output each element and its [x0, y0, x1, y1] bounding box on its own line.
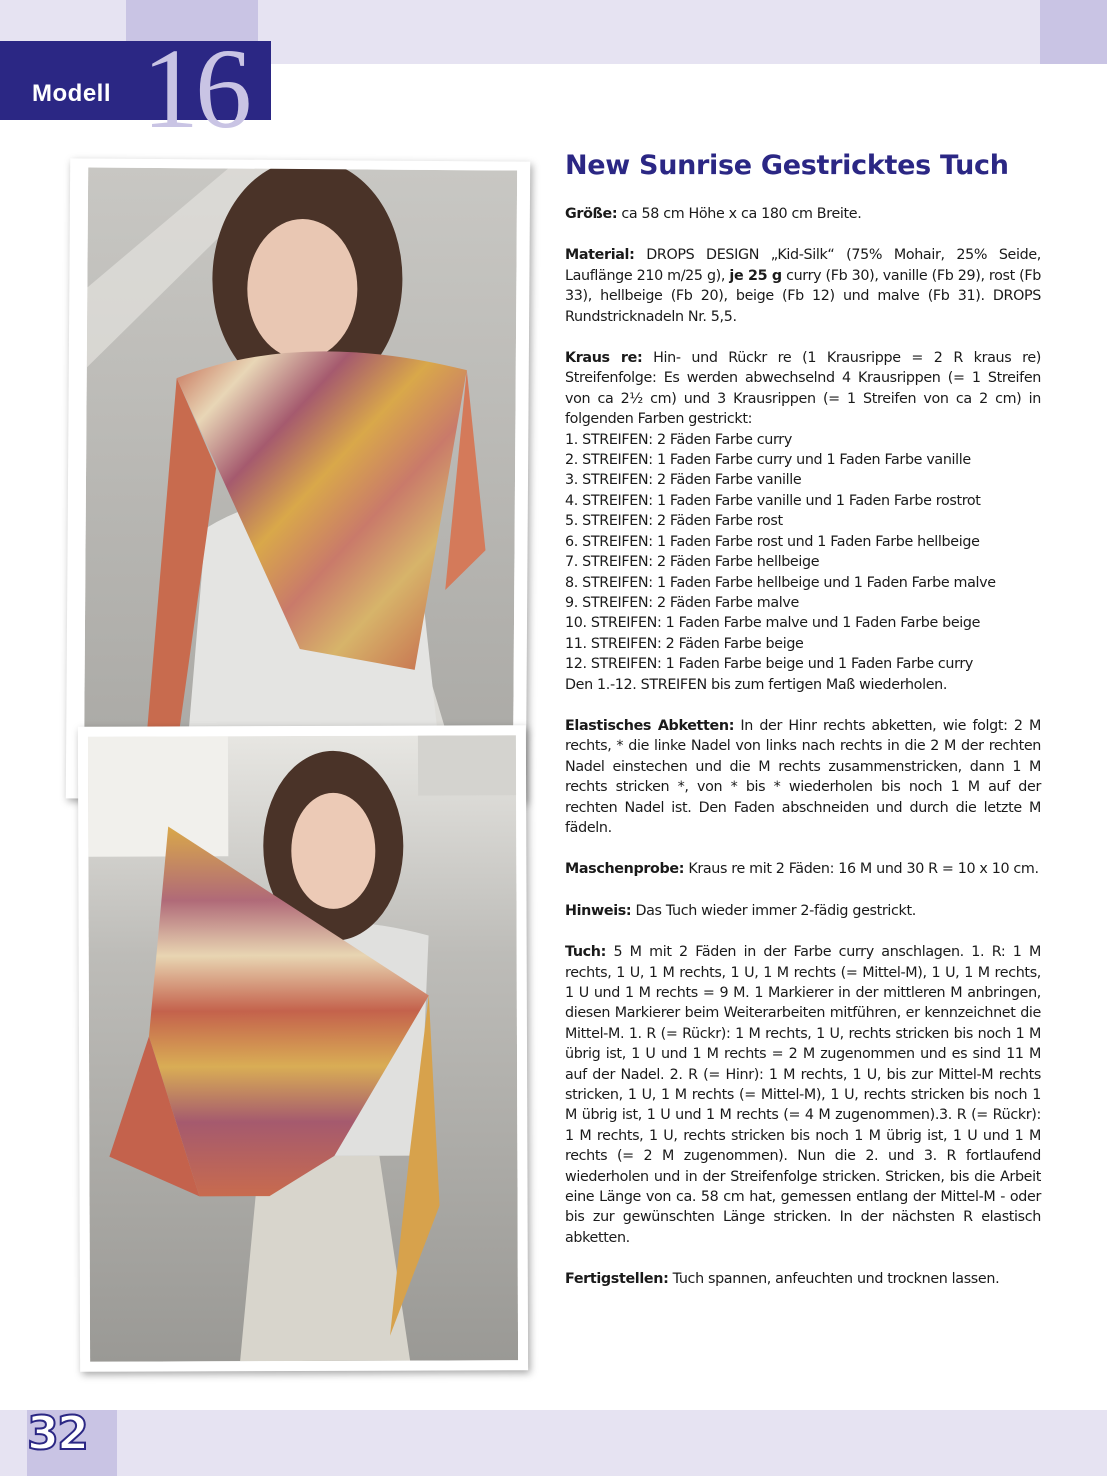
kraus-paragraph [565, 348, 1041, 430]
finish-label: Fertigstellen: [565, 1271, 669, 1288]
stripe-item: 5. STREIFEN: 2 Fäden Farbe rost [565, 513, 783, 530]
stripe-list [565, 430, 1041, 675]
finish-text: Tuch spannen, anfeuchten und trocknen lassen. [668, 1271, 1000, 1288]
material-text-2: curry (Fb 30), vanille (Fb 29), rost (Fb 33), hellbeige (Fb 20), beige (Fb 12) und malve (Fb 31). DROPS Rundstricknadeln Nr. 5,5. [565, 267, 1041, 325]
photo-shawl-held [78, 725, 528, 1372]
stripe-item: 6. STREIFEN: 1 Faden Farbe rost und 1 Faden Farbe hellbeige [565, 533, 980, 550]
stripe-item: 11. STREIFEN: 2 Fäden Farbe beige [565, 635, 804, 652]
stripe-repeat: Den 1.-12. STREIFEN bis zum fertigen Maß wiederholen. [565, 676, 948, 693]
finish-paragraph [565, 1269, 1041, 1289]
top-band-block-right [1040, 0, 1107, 64]
stripe-item: 9. STREIFEN: 2 Fäden Farbe malve [565, 594, 799, 611]
material-text-1: DROPS DESIGN „Kid-Silk“ (75% Mohair, 25% Seide, Lauflänge 210 m/25 g), [565, 247, 1041, 284]
shawl-label: Tuch: [565, 944, 606, 961]
gauge-paragraph [565, 859, 1041, 879]
elastic-paragraph [565, 716, 1041, 838]
elastic-label: Elastisches Abketten: [565, 717, 735, 734]
pattern-title: New Sunrise Gestricktes Tuch [565, 150, 1009, 181]
kraus-label: Kraus re: [565, 350, 643, 367]
note-label: Hinweis: [565, 902, 632, 919]
stripe-item: 1. STREIFEN: 2 Fäden Farbe curry [565, 431, 792, 448]
material-quantity: je 25 g [729, 267, 782, 284]
photo-image-1 [84, 168, 517, 792]
size-paragraph [565, 204, 1041, 224]
page-number: 32 [27, 1406, 88, 1460]
stripe-item: 12. STREIFEN: 1 Faden Farbe beige und 1 Faden Farbe curry [565, 656, 974, 673]
kraus-text: Hin- und Rückr re (1 Krausrippe = 2 R kraus re) Streifenfolge: Es werden abwechselnd 4 Krausrippen (= 1 Streifen von ca 2½ cm) und 3 Krausrippen (= 1 Streifen von ca 2 cm) in folgenden Farben gestrickt: [565, 350, 1041, 428]
model-label: Modell [32, 80, 111, 107]
size-label: Größe: [565, 206, 618, 222]
stripe-item: 4. STREIFEN: 1 Faden Farbe vanille und 1 Faden Farbe rostrot [565, 492, 981, 509]
size-text: ca 58 cm Höhe x ca 180 cm Breite. [617, 206, 862, 222]
note-paragraph [565, 901, 1041, 921]
material-label: Material: [565, 247, 635, 264]
photo-shawl-draped [66, 158, 530, 801]
bottom-band [0, 1410, 1107, 1476]
note-text: Das Tuch wieder immer 2-fädig gestrickt. [631, 902, 916, 919]
model-number: 16 [142, 25, 248, 152]
stripe-item: 7. STREIFEN: 2 Fäden Farbe hellbeige [565, 554, 820, 571]
shawl-text: 5 M mit 2 Fäden in der Farbe curry anschlagen. 1. R: 1 M rechts, 1 U, 1 M rechts, 1 U, 1 M rechts (= Mittel-M), 1 U, 1 M rechts, 1 U und 1 M rechts = 9 M. 1 Markierer in der mittleren M anbringen, diesen Markierer beim Weiterarbeiten mitführen, er kennzeichnet die Mittel-M. 1. R (= Rückr): 1 M rechts, 1 U, rechts stricken bis noch 1 M übrig ist, 1 U und 1 M rechts = 2 M zugenommen und es sind 11 M auf der Nadel. 2. R (= Hinr): 1 M rechts, 1 U, bis zur Mittel-M rechts stricken, 1 U, 1 M rechts (= Mittel-M), 1 U, rechts stricken bis noch 1 M übrig ist, 1 U und 1 M rechts (= 4 M zugenommen).3. R (= Rückr): 1 M rechts, 1 U, rechts stricken bis noch 1 M übrig ist, 1 U und 1 M rechts (= 2 M zugenommen). Nun die 2. und 3. R fortlaufend wiederholen und in der Streifenfolge stricken. Stricken, bis die Arbeit eine Länge von ca. 58 cm hat, gemessen entlang der Mittel-M - oder bis zur gewünschten Länge stricken. In der nächsten R elastisch abketten. [565, 944, 1041, 1246]
elastic-text: In der Hinr rechts abketten, wie folgt: 2 M rechts, * die linke Nadel von links nach rechts in die 2 M der rechten Nadel einstechen und die M rechts zusammenstricken, dann 1 M rechts stricken *, von * bis * wiederholen bis noch 1 M auf der rechten Nadel ist. Den Faden abschneiden und durch die letzte M fädeln. [565, 717, 1041, 836]
gauge-label: Maschenprobe: [565, 861, 685, 878]
gauge-text: Kraus re mit 2 Fäden: 16 M und 30 R = 10 x 10 cm. [684, 861, 1039, 878]
stripe-item: 8. STREIFEN: 1 Faden Farbe hellbeige und 1 Faden Farbe malve [565, 574, 996, 591]
stripe-item: 3. STREIFEN: 2 Fäden Farbe vanille [565, 472, 802, 489]
pattern-content [565, 150, 1041, 1311]
photo-image-2 [88, 735, 518, 1361]
stripe-item: 2. STREIFEN: 1 Faden Farbe curry und 1 Faden Farbe vanille [565, 452, 971, 469]
material-paragraph [565, 245, 1041, 327]
stripe-item: 10. STREIFEN: 1 Faden Farbe malve und 1 Faden Farbe beige [565, 615, 981, 632]
shawl-paragraph [565, 942, 1041, 1248]
